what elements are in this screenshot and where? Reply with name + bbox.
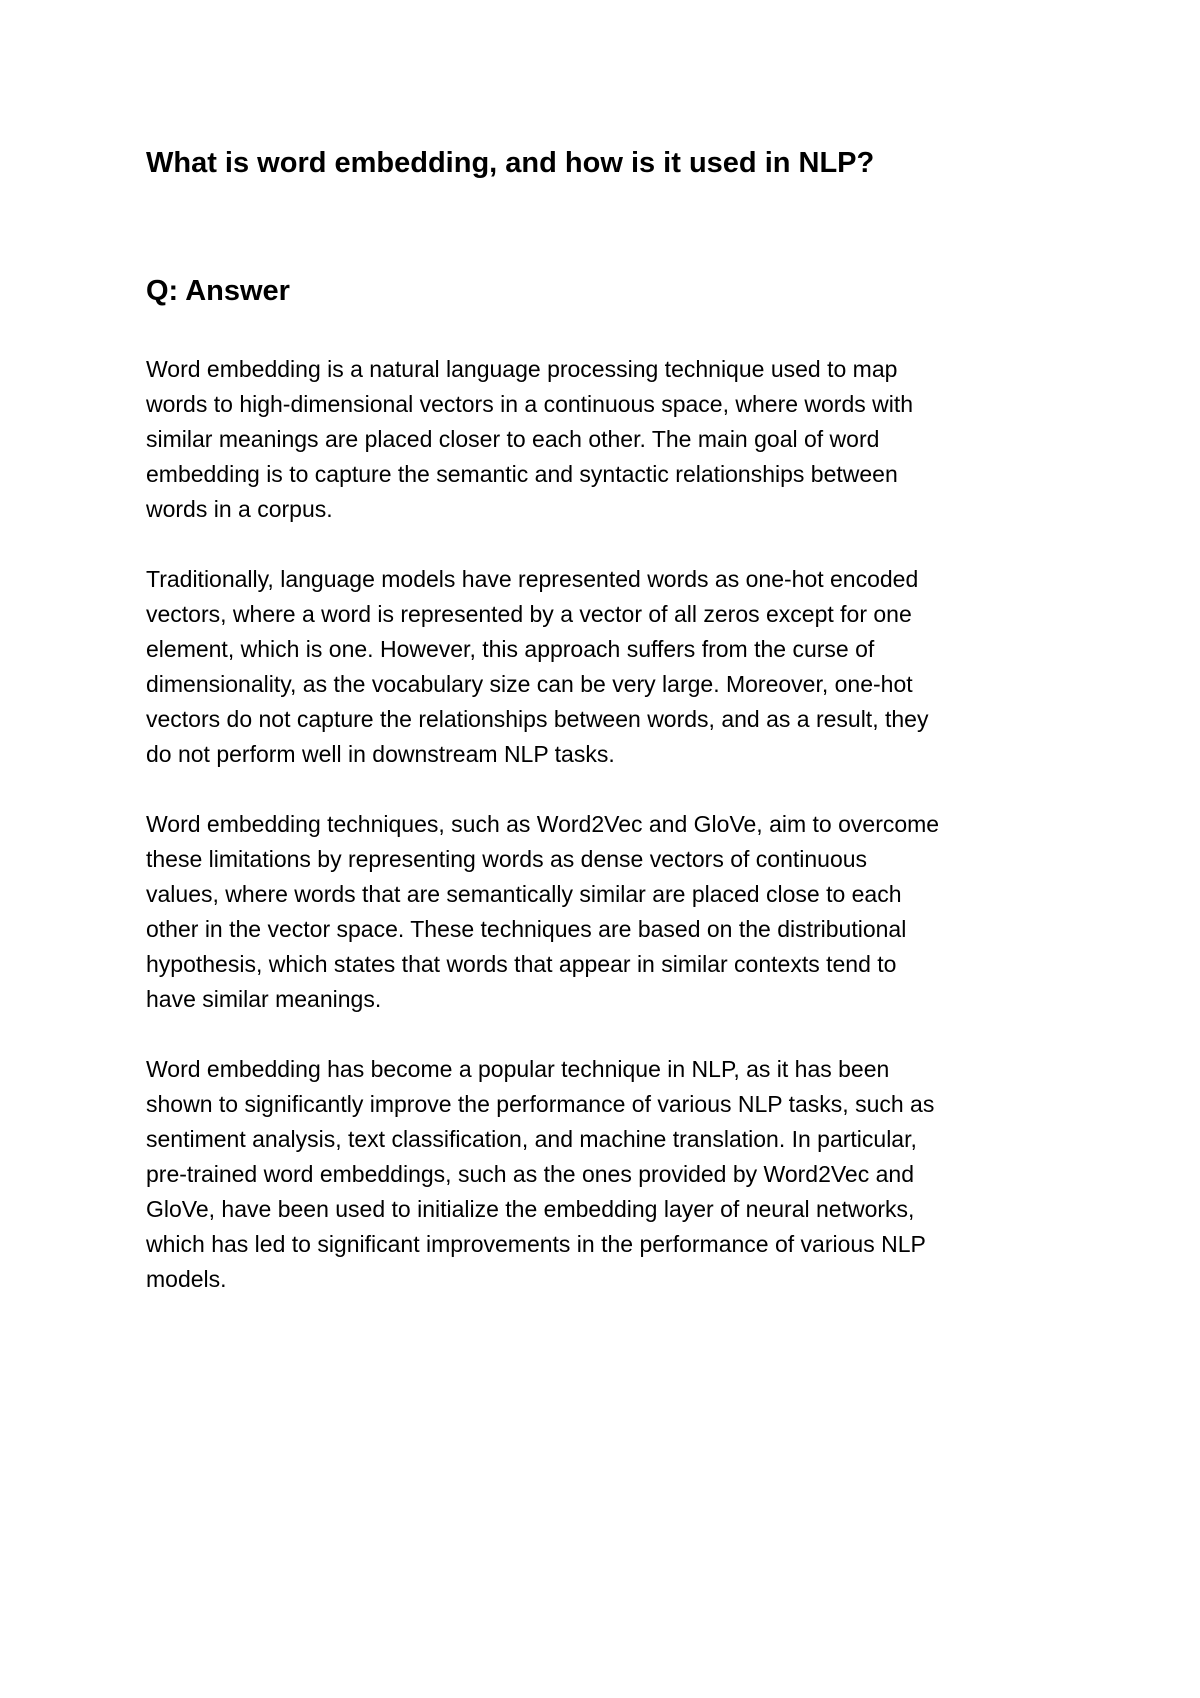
text-line: embedding is to capture the semantic and syntactic relationships between [146, 461, 898, 487]
text-line: do not perform well in downstream NLP tasks. [146, 741, 615, 767]
text-line: Word embedding has become a popular technique in NLP, as it has been [146, 1056, 890, 1082]
text-line: which has led to significant improvements in the performance of various NLP [146, 1231, 926, 1257]
paragraph-4 [146, 1052, 1066, 1297]
text-line: similar meanings are placed closer to each other. The main goal of word [146, 426, 880, 452]
text-line: vectors do not capture the relationships between words, and as a result, they [146, 706, 929, 732]
text-line: vectors, where a word is represented by a vector of all zeros except for one [146, 601, 912, 627]
text-line: dimensionality, as the vocabulary size can be very large. Moreover, one-hot [146, 671, 913, 697]
text-line: words in a corpus. [146, 496, 333, 522]
text-line: have similar meanings. [146, 986, 382, 1012]
text-line: other in the vector space. These techniques are based on the distributional [146, 916, 907, 942]
text-line: Word embedding techniques, such as Word2Vec and GloVe, aim to overcome [146, 811, 940, 837]
text-line: values, where words that are semantically similar are placed close to each [146, 881, 902, 907]
text-line: models. [146, 1266, 227, 1292]
answer-heading: Q: Answer [146, 275, 290, 307]
paragraph-3 [146, 807, 1066, 1017]
text-line: Word embedding is a natural language processing technique used to map [146, 356, 898, 382]
paragraph-2 [146, 562, 1066, 772]
page-title: What is word embedding, and how is it used in NLP? [146, 147, 875, 179]
text-line: shown to significantly improve the performance of various NLP tasks, such as [146, 1091, 935, 1117]
text-line: Traditionally, language models have represented words as one-hot encoded [146, 566, 919, 592]
text-line: element, which is one. However, this approach suffers from the curse of [146, 636, 875, 662]
text-line: hypothesis, which states that words that appear in similar contexts tend to [146, 951, 897, 977]
text-line: pre-trained word embeddings, such as the ones provided by Word2Vec and [146, 1161, 914, 1187]
paragraph-1 [146, 352, 1066, 527]
text-line: these limitations by representing words as dense vectors of continuous [146, 846, 868, 872]
text-line: GloVe, have been used to initialize the embedding layer of neural networks, [146, 1196, 915, 1222]
text-line: words to high-dimensional vectors in a continuous space, where words with [146, 391, 914, 417]
answer-body [146, 352, 1066, 1332]
text-line: sentiment analysis, text classification, and machine translation. In particular, [146, 1126, 917, 1152]
